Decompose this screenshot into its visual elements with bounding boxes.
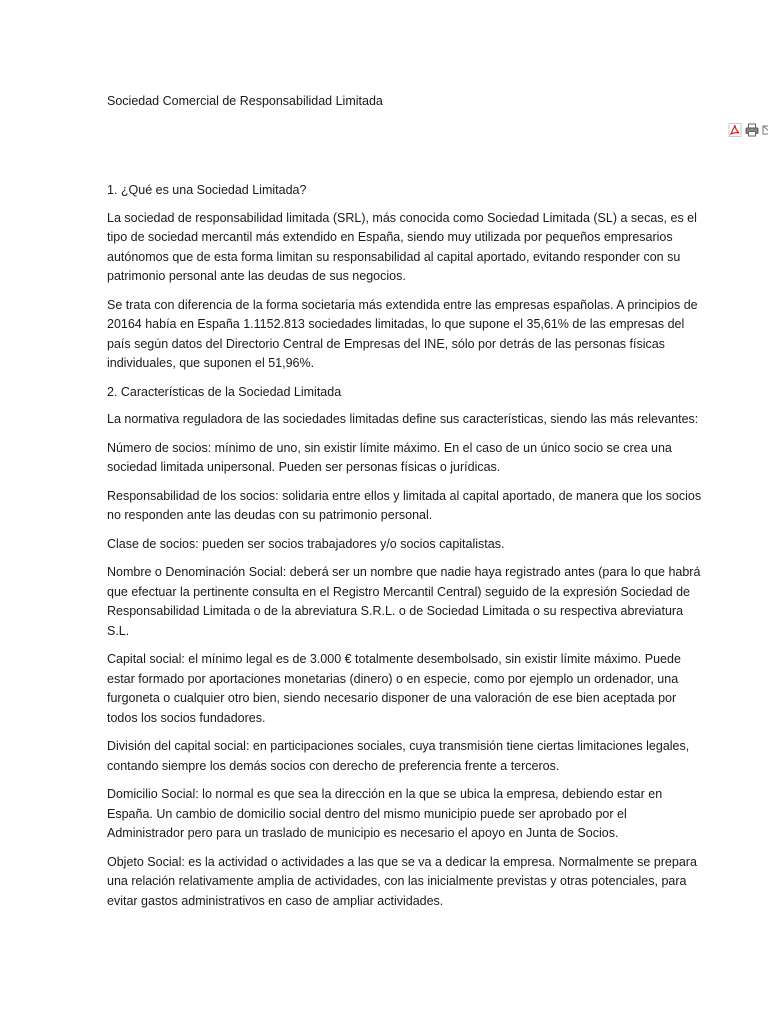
paragraph: Responsabilidad de los socios: solidaria entre ellos y limitada al capital aportado, de manera que los socios no responden ante las deudas con su patrimonio personal.: [107, 488, 702, 522]
section-heading: 1. ¿Qué es una Sociedad Limitada?: [107, 183, 307, 197]
paragraph: Número de socios: mínimo de uno, sin existir límite máximo. En el caso de un único socio se crea una sociedad limitada unipersonal. Pueden ser personas físicas o jurídicas.: [107, 440, 672, 474]
paragraph: Clase de socios: pueden ser socios trabajadores y/o socios capitalistas.: [107, 536, 505, 551]
paragraph: La normativa reguladora de las sociedades limitadas define sus características, siendo las más relevantes:: [107, 412, 699, 426]
paragraph: Capital social: el mínimo legal es de 3.000 € totalmente desembolsado, sin existir límite máximo. Puede estar formado por aportaciones monetarias (dinero) o en especie, como por ejemplo un ordenador, una furgoneta o cualquier otro bien, siendo necesario disponer de una valoración de ese bien aceptada por todos los socios fundadores.: [107, 652, 681, 725]
paragraph: Domicilio Social: lo normal es que sea la dirección en la que se ubica la empresa, debiendo estar en España. Un cambio de domicilio social dentro del mismo municipio puede ser aprobado por el Administrador pero para un traslado de municipio es necesario el apoyo en Junta de Socios.: [107, 787, 663, 840]
document-title: Sociedad Comercial de Responsabilidad Limitada: [107, 94, 383, 108]
document-toolbar: [728, 123, 768, 137]
paragraph: Se trata con diferencia de la forma societaria más extendida entre las empresas españolas. A principios de 20164 había en España 1.1152.813 sociedades limitadas, lo que supone el 35,61% de las empresas del país según datos del Directorio Central de Empresas del INE, sólo por detrás de las personas físicas individuales, que suponen el 51,96%.: [107, 297, 698, 370]
section-heading: 2. Características de la Sociedad Limitada: [107, 384, 342, 399]
paragraph: Objeto Social: es la actividad o actividades a las que se va a dedicar la empresa. Normalmente se prepara una relación relativamente amplia de actividades, con las inicialmente previstas y otras potenciales, para evitar gastos administrativos en caso de ampliar actividades.: [107, 854, 697, 908]
email-icon[interactable]: [762, 123, 768, 137]
pdf-icon[interactable]: [728, 123, 742, 137]
print-icon[interactable]: [745, 123, 759, 137]
paragraph: División del capital social: en participaciones sociales, cuya transmisión tiene ciertas limitaciones legales, contando siempre los demás socios con derecho de preferencia frente a terceros.: [107, 739, 690, 773]
document-body: [107, 181, 705, 920]
paragraph: La sociedad de responsabilidad limitada (SRL), más conocida como Sociedad Limitada (SL) a secas, es el tipo de sociedad mercantil más extendido en España, siendo muy utilizada por pequeños empresarios autónomos que de esta forma limitan su responsabilidad al capital aportado, evitando responder con su patrimonio personal ante las deudas de sus negocios.: [107, 210, 697, 283]
paragraph: Nombre o Denominación Social: deberá ser un nombre que nadie haya registrado antes (para lo que habrá que efectuar la pertinente consulta en el Registro Mercantil Central) seguido de la expresión Sociedad de Responsabilidad Limitada o de la abreviatura S.R.L. o de Sociedad Limitada o su respectiva abreviatura S.L.: [107, 565, 701, 638]
